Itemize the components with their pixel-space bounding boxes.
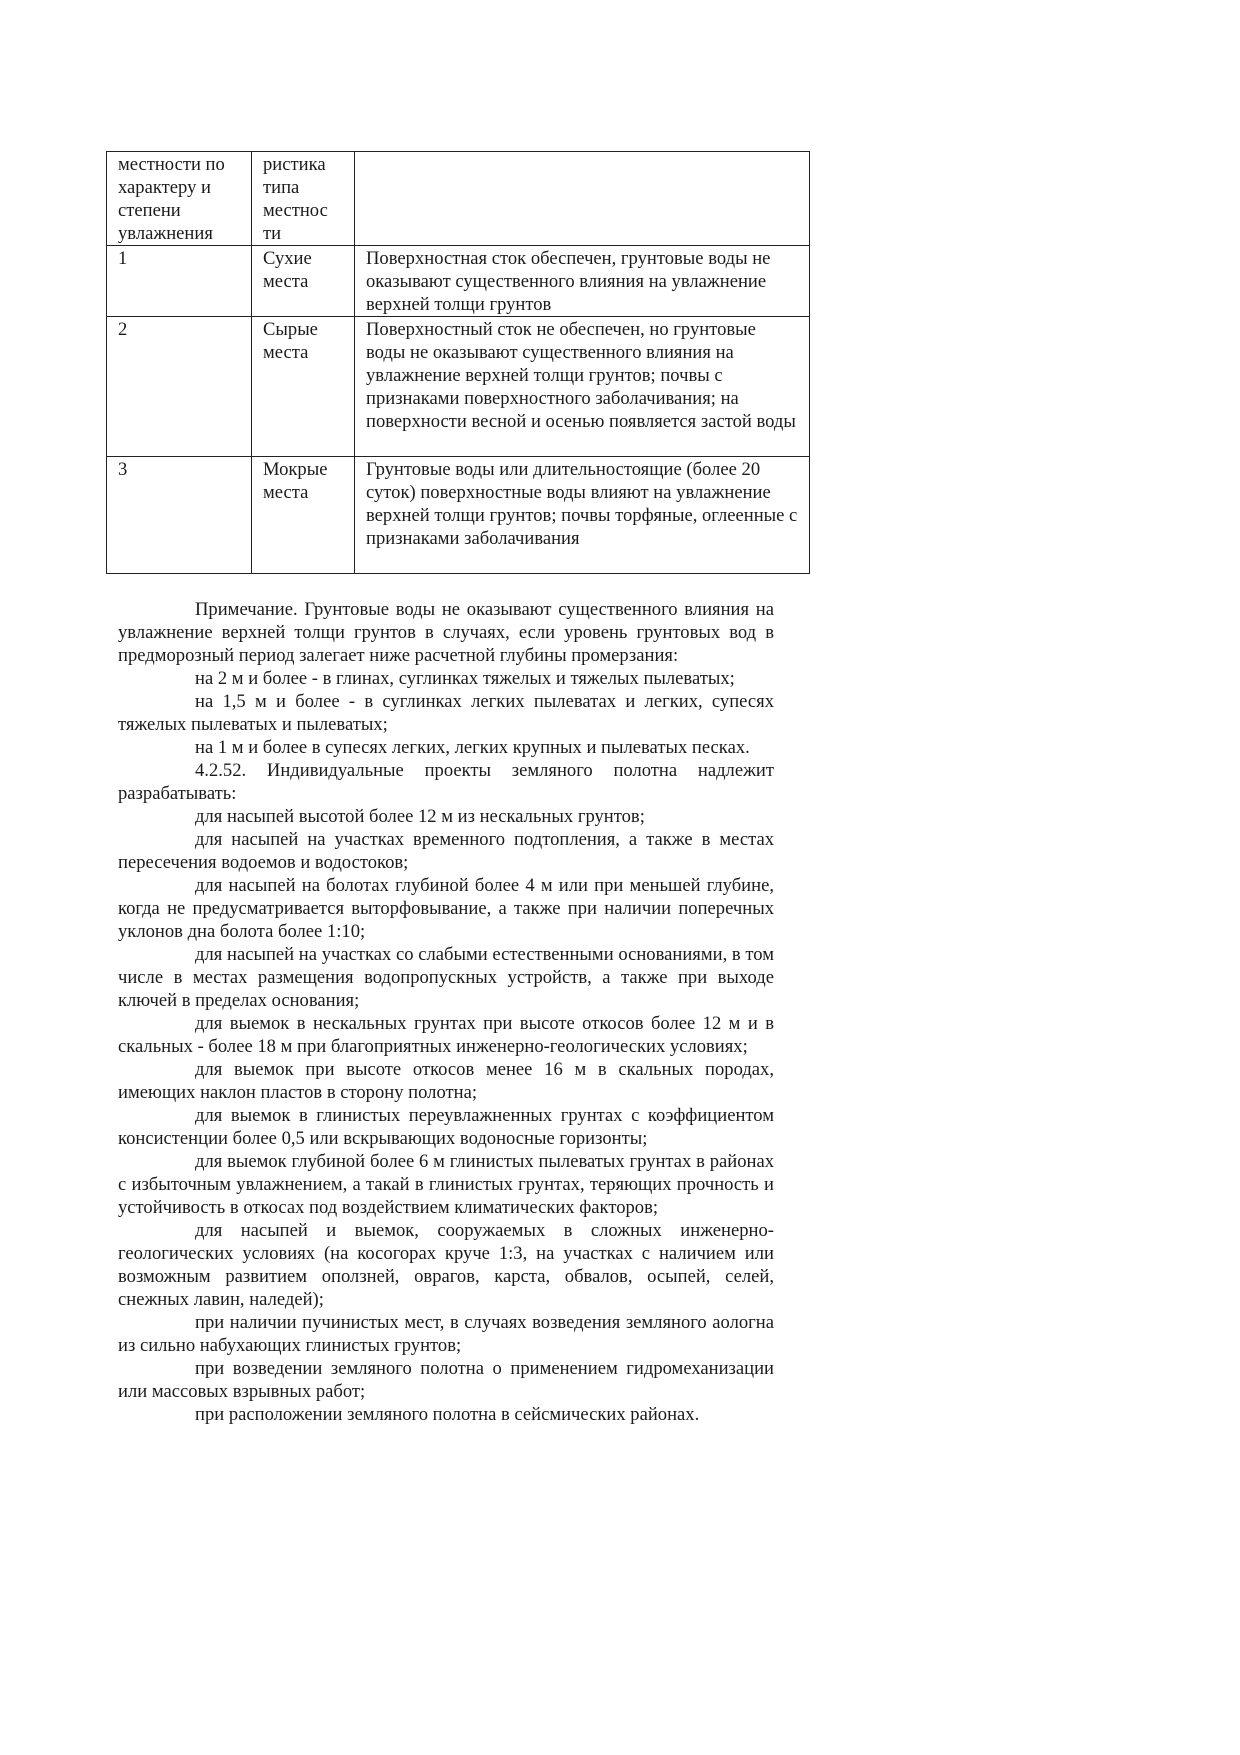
header-cell-description bbox=[355, 152, 810, 246]
list-item: при наличии пучинистых мест, в случаях возведения земляного аологна из сильно набухающих глинистых грунтов; bbox=[118, 1312, 774, 1356]
cell-type-number: 2 bbox=[107, 317, 252, 457]
list-item: при возведении земляного полотна о применением гидромеханизации или массовых взрывных работ; bbox=[118, 1358, 774, 1402]
list-item: для насыпей на участках временного подтопления, а также в местах пересечения водоемов и водостоков; bbox=[118, 829, 774, 873]
cell-type-description: Поверхностный сток не обеспечен, но грунтовые воды не оказывают существенного влияния на увлажнение верхней толщи грунтов; почвы с признаками поверхностного заболачивания; на поверхности весной и осенью появляется застой воды bbox=[355, 317, 810, 457]
cell-type-description: Грунтовые воды или длительностоящие (более 20 суток) поверхностные воды влияют на увлажнение верхней толщи грунтов; почвы торфяные, оглеенные с признаками заболачивания bbox=[355, 457, 810, 574]
cell-type-description: Поверхностная сток обеспечен, грунтовые воды не оказывают существенного влияния на увлажнение верхней толщи грунтов bbox=[355, 246, 810, 317]
cell-type-name: Сырые места bbox=[252, 317, 355, 457]
list-item: при расположении земляного полотна в сейсмических районах. bbox=[195, 1404, 700, 1425]
table-row bbox=[107, 457, 810, 574]
table-row bbox=[107, 246, 810, 317]
header-cell-terrain-type: местности по характеру и степени увлажнения bbox=[107, 152, 252, 246]
list-item: на 2 м и более - в глинах, суглинках тяжелых и тяжелых пылеватых; bbox=[195, 668, 735, 689]
list-item: на 1,5 м и более - в суглинках легких пылеватах и легких, супесях тяжелых пылеватых и пылеватых; bbox=[118, 691, 774, 735]
list-item: для насыпей и выемок, сооружаемых в сложных инженерно-геологических условиях (на косогорах круче 1:3, на участках с наличием или возможным развитием оползней, оврагов, карста, обвалов, осыпей, селей, снежных лавин, наледей); bbox=[118, 1220, 774, 1310]
header-cell-characteristic: ристика типа местнос ти bbox=[252, 152, 355, 246]
cell-type-name: Сухие места bbox=[252, 246, 355, 317]
cell-type-name: Мокрые места bbox=[252, 457, 355, 574]
cell-type-number: 1 bbox=[107, 246, 252, 317]
body-text bbox=[118, 598, 774, 1426]
terrain-type-table bbox=[106, 151, 810, 574]
list-item: для насыпей на болотах глубиной более 4 м или при меньшей глубине, когда не предусматривается выторфовывание, а также при наличии поперечных уклонов дна болота более 1:10; bbox=[118, 875, 774, 942]
note-paragraph: Примечание. Грунтовые воды не оказывают существенного влияния на увлажнение верхней толщи грунтов в случаях, если уровень грунтовых вод в предморозный период залегает ниже расчетной глубины промерзания: bbox=[118, 599, 774, 666]
list-item: на 1 м и более в супесях легких, легких крупных и пылеватых песках. bbox=[195, 737, 750, 758]
table-header-row bbox=[107, 152, 810, 246]
list-item: для насыпей высотой более 12 м из нескальных грунтов; bbox=[195, 806, 645, 827]
cell-type-number: 3 bbox=[107, 457, 252, 574]
list-item: для выемок в глинистых переувлажненных грунтах с коэффициентом консистенции более 0,5 или вскрывающих водоносные горизонты; bbox=[118, 1105, 774, 1149]
table-row bbox=[107, 317, 810, 457]
section-paragraph: 4.2.52. Индивидуальные проекты земляного полотна надлежит разрабатывать: bbox=[118, 760, 774, 804]
list-item: для выемок при высоте откосов менее 16 м в скальных породах, имеющих наклон пластов в сторону полотна; bbox=[118, 1059, 774, 1103]
list-item: для насыпей на участках со слабыми естественными основаниями, в том числе в местах размещения водопропускных устройств, а также при выходе ключей в пределах основания; bbox=[118, 944, 774, 1011]
list-item: для выемок в нескальных грунтах при высоте откосов более 12 м и в скальных - более 18 м при благоприятных инженерно-геологических условиях; bbox=[118, 1013, 774, 1057]
list-item: для выемок глубиной более 6 м глинистых пылеватых грунтах в районах с избыточным увлажнением, а такай в глинистых грунтах, теряющих прочность и устойчивость в откосах под воздействием климатических факторов; bbox=[118, 1151, 774, 1218]
